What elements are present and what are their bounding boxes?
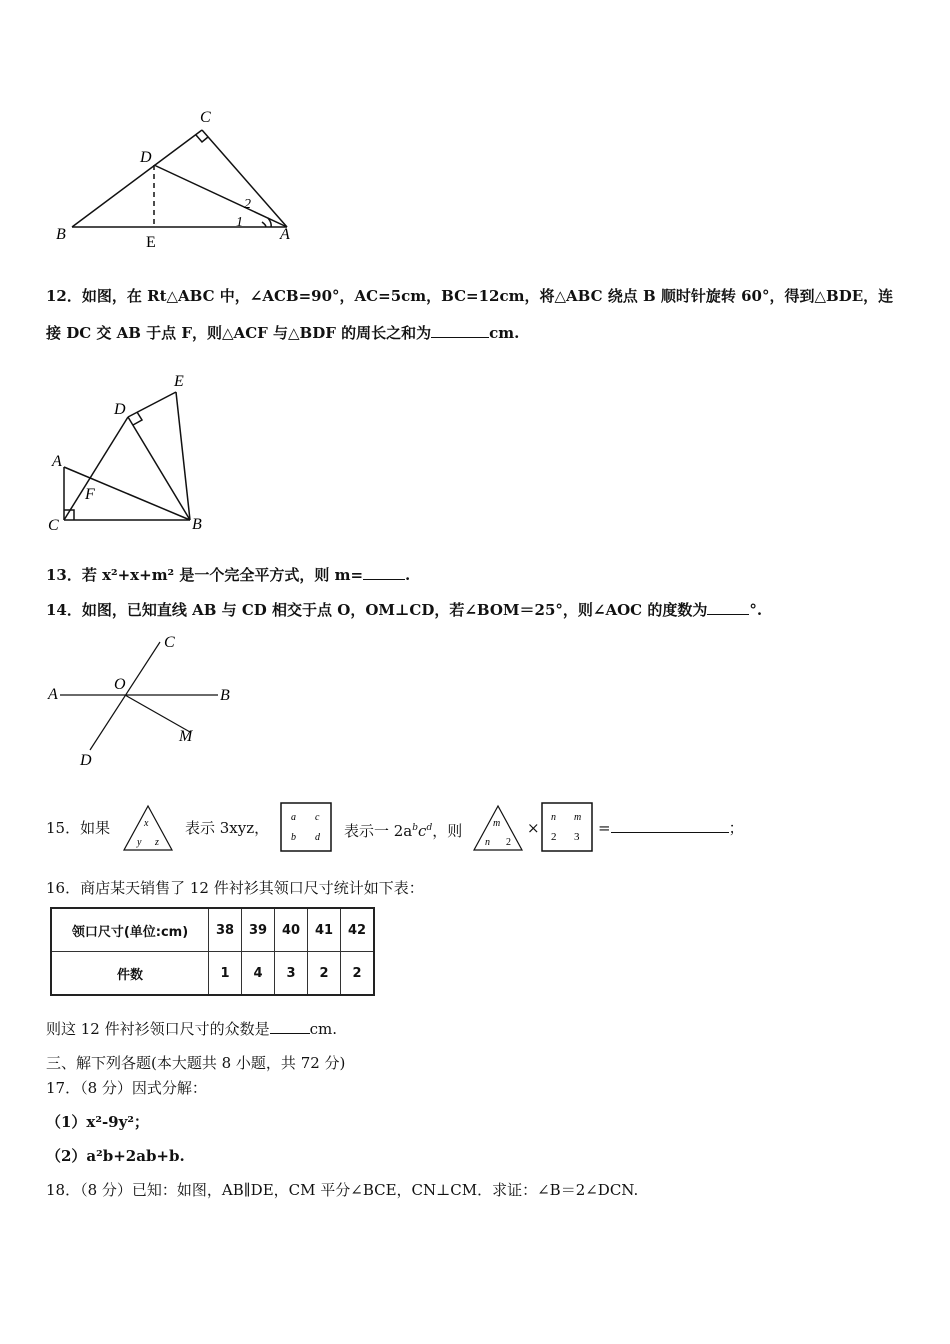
q13-text: 13．若 x²+x+m² 是一个完全平方式，则 m= bbox=[46, 566, 364, 584]
tri2-left: n bbox=[485, 837, 490, 848]
q12-answer-blank[interactable] bbox=[431, 323, 489, 338]
q15-sup-d: d bbox=[426, 823, 433, 833]
q15-times: × bbox=[527, 819, 540, 837]
tri2-top: m bbox=[493, 818, 501, 829]
table-cell: 4 bbox=[242, 952, 275, 996]
table-cell: 40 bbox=[275, 908, 308, 952]
rotation-figure-q12 bbox=[40, 368, 220, 540]
q12-line2-text: 接 DC 交 AB 于点 F，则△ACF 与△BDF 的周长之和为 bbox=[46, 324, 432, 342]
box2-3: 3 bbox=[574, 831, 580, 843]
label-C: C bbox=[200, 109, 211, 126]
q16-text: 16．商店某天销售了 12 件衬衫其领口尺寸统计如下表： bbox=[46, 879, 424, 897]
label-B: B bbox=[220, 687, 230, 704]
angle-label-1: 1 bbox=[236, 215, 243, 230]
q16-unit: cm. bbox=[309, 1020, 338, 1038]
box2-m: m bbox=[574, 812, 582, 823]
collar-size-table bbox=[50, 907, 375, 996]
triangle-symbol-xyz bbox=[122, 804, 174, 852]
label-C: C bbox=[164, 634, 175, 651]
table-row bbox=[51, 952, 374, 996]
label-A: A bbox=[52, 453, 62, 470]
tri2-right: 2 bbox=[506, 837, 511, 848]
label-E: E bbox=[174, 373, 184, 390]
table-cell: 1 bbox=[209, 952, 242, 996]
label-D: D bbox=[140, 149, 152, 166]
label-C: C bbox=[48, 517, 59, 534]
q17-title: 17．（8 分）因式分解： bbox=[46, 1079, 207, 1097]
intersecting-lines-figure-q14 bbox=[40, 628, 250, 768]
table-cell: 38 bbox=[209, 908, 242, 952]
label-E: E bbox=[146, 234, 156, 251]
table-header-size: 领口尺寸(单位:cm) bbox=[51, 908, 209, 952]
label-D: D bbox=[114, 401, 126, 418]
box-symbol-nm23 bbox=[541, 802, 593, 852]
q12-line1: 12．如图，在 Rt△ABC 中，∠ACB=90°，AC=5cm，BC=12cm，将△ABC 绕点 B 顺时针旋转 60°，得到△BDE，连 bbox=[46, 287, 894, 305]
q18: 18．（8 分）已知：如图，AB∥DE，CM 平分∠BCE，CN⊥CM．求证：∠B＝2∠DCN. bbox=[46, 1181, 639, 1199]
q13 bbox=[46, 565, 410, 585]
q12-unit: cm. bbox=[489, 324, 520, 342]
table-cell: 39 bbox=[242, 908, 275, 952]
q16-after bbox=[46, 1019, 337, 1039]
label-A: A bbox=[280, 226, 290, 243]
section-3-heading: 三、解下列各题(本大题共 8 小题，共 72 分) bbox=[46, 1054, 346, 1072]
label-F: F bbox=[85, 486, 95, 503]
q14-answer-blank[interactable] bbox=[707, 600, 749, 615]
box1-b: b bbox=[291, 832, 296, 843]
label-O: O bbox=[114, 676, 126, 693]
q14 bbox=[46, 600, 762, 620]
box1-a: a bbox=[291, 812, 296, 823]
q15-means2-text: 表示一 2a bbox=[344, 822, 413, 840]
table-cell: 2 bbox=[308, 952, 341, 996]
q17-part2: （2）a²b+2ab+b. bbox=[46, 1147, 185, 1165]
q17-part1: （1）x²-9y²； bbox=[46, 1113, 149, 1131]
q15-sup-b: b bbox=[412, 823, 419, 833]
q15-answer-blank[interactable] bbox=[611, 818, 729, 833]
label-B: B bbox=[192, 516, 202, 533]
box1-c: c bbox=[315, 812, 320, 823]
label-B: B bbox=[56, 226, 66, 243]
q16-answer-blank[interactable] bbox=[270, 1019, 310, 1034]
q15-eq: = bbox=[598, 819, 611, 837]
box2-n: n bbox=[551, 812, 556, 823]
label-M: M bbox=[179, 728, 193, 745]
q15-then: ，则 bbox=[432, 822, 463, 840]
q13-end: . bbox=[405, 566, 411, 584]
tri1-left: y bbox=[137, 837, 142, 848]
q15-semi: ； bbox=[728, 819, 744, 837]
table-cell: 41 bbox=[308, 908, 341, 952]
table-row bbox=[51, 908, 374, 952]
q15-c: c bbox=[418, 822, 427, 840]
box2-2: 2 bbox=[551, 831, 557, 843]
box-symbol-abcd bbox=[280, 802, 332, 852]
tri1-top: x bbox=[144, 818, 149, 829]
table-cell: 3 bbox=[275, 952, 308, 996]
table-header-count: 件数 bbox=[51, 952, 209, 996]
q15-equals bbox=[598, 818, 744, 838]
table-cell: 42 bbox=[341, 908, 375, 952]
q16-after-text: 则这 12 件衬衫领口尺寸的众数是 bbox=[46, 1020, 270, 1038]
angle-label-2: 2 bbox=[244, 197, 251, 212]
label-D: D bbox=[80, 752, 92, 768]
table-cell: 2 bbox=[341, 952, 375, 996]
q15-prefix: 15．如果 bbox=[46, 819, 111, 837]
q14-text: 14．如图，已知直线 AB 与 CD 相交于点 O，OM⊥CD，若∠BOM＝25°，则∠AOC 的度数为 bbox=[46, 601, 708, 619]
triangle-figure-q11 bbox=[40, 100, 310, 260]
q15-means1: 表示 3xyz， bbox=[185, 819, 270, 837]
q14-end: °. bbox=[749, 601, 763, 619]
box1-d: d bbox=[315, 832, 320, 843]
label-A: A bbox=[48, 686, 58, 703]
tri1-right: z bbox=[155, 837, 159, 848]
q13-answer-blank[interactable] bbox=[363, 565, 405, 580]
q12-line2 bbox=[46, 323, 519, 343]
q15-means2 bbox=[344, 818, 462, 841]
triangle-symbol-mn2 bbox=[472, 804, 524, 852]
